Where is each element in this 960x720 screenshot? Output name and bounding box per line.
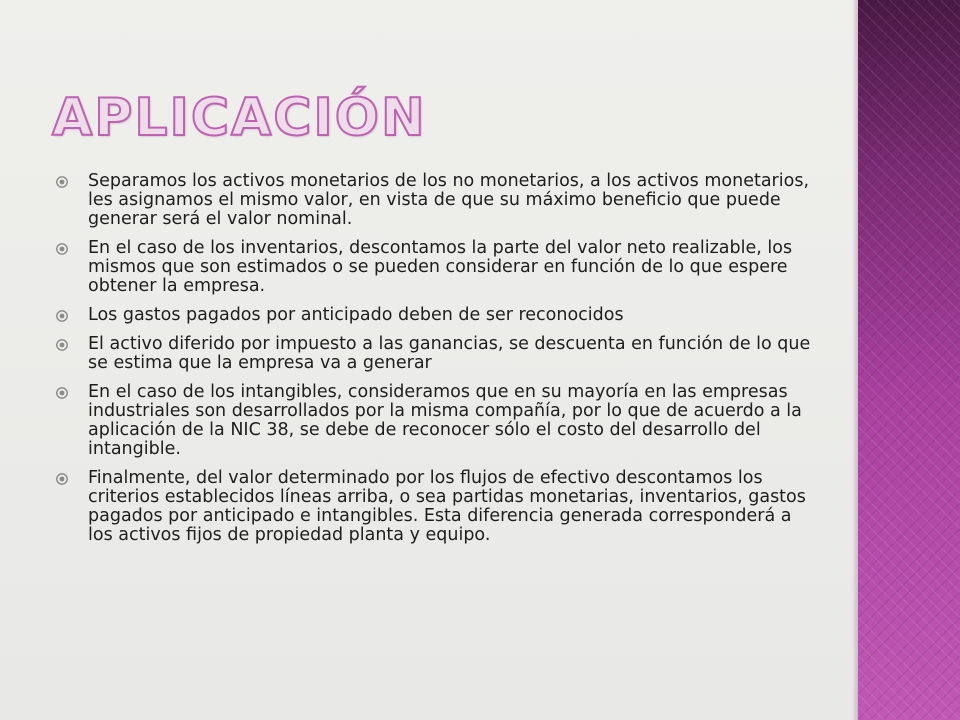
decorative-purple-band: [858, 0, 960, 720]
target-bullet-icon: [56, 473, 68, 485]
bullet-text: Separamos los activos monetarios de los no monetarios, a los activos monetarios, les asignamos el mismo valor, en vista de que su máximo beneficio que puede generar será el valor nominal.: [88, 171, 810, 229]
target-bullet-icon: [56, 243, 68, 255]
bullet-item: [56, 469, 816, 545]
target-bullet-icon: [56, 339, 68, 351]
target-bullet-icon: [56, 310, 68, 322]
target-bullet-icon: [56, 176, 68, 188]
bullet-text: El activo diferido por impuesto a las ganancias, se descuenta en función de lo que se estima que la empresa va a generar: [88, 334, 811, 373]
slide-title: APLICACIÓN: [52, 88, 427, 148]
bullet-text: En el caso de los intangibles, consideramos que en su mayoría en las empresas industriales son desarrollados por la misma compañía, por lo que de acuerdo a la aplicación de la NIC 38, se debe de reconocer sólo el costo del desarrollo del intangible.: [88, 382, 802, 459]
bullet-text: Finalmente, del valor determinado por los flujos de efectivo descontamos los criterios establecidos líneas arriba, o sea partidas monetarias, inventarios, gastos pagados por anticipado e intangibles. Esta diferencia generada corresponderá a los activos fijos de propiedad planta y equipo.: [88, 468, 806, 545]
target-bullet-icon: [56, 387, 68, 399]
bullet-item: [56, 239, 816, 296]
bullet-text: Los gastos pagados por anticipado deben de ser reconocidos: [88, 305, 624, 325]
bullet-item: [56, 306, 816, 325]
bullet-item: [56, 335, 816, 373]
bullet-text: En el caso de los inventarios, descontamos la parte del valor neto realizable, los mismos que son estimados o se pueden considerar en función de lo que espere obtener la empresa.: [88, 238, 793, 296]
bullet-item: [56, 383, 816, 459]
bullet-item: [56, 172, 816, 229]
bullet-list: [56, 172, 816, 555]
